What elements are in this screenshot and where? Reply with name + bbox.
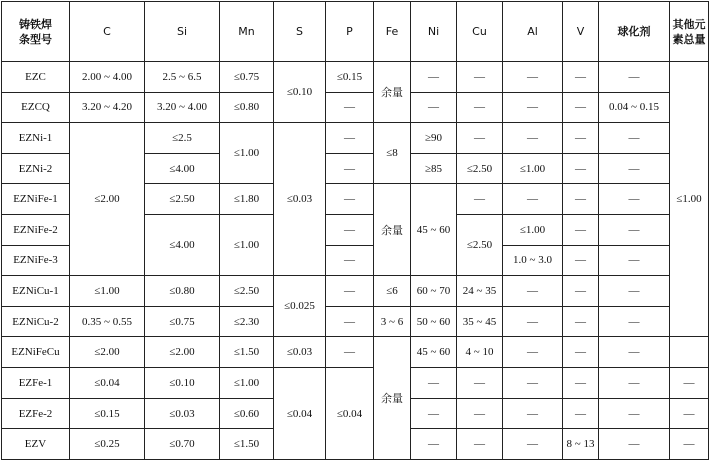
- type-cell: EZFe-1: [2, 368, 70, 399]
- cell-c: ≤2.00: [70, 337, 145, 368]
- header-al: Al: [503, 2, 563, 62]
- type-cell: EZV: [2, 429, 70, 460]
- header-si: Si: [145, 2, 220, 62]
- cell-mn: ≤2.30: [220, 306, 274, 337]
- cell-c: 0.35 ~ 0.55: [70, 306, 145, 337]
- cell-other: [670, 337, 709, 368]
- cell-fe: 余量: [374, 184, 411, 276]
- cell-p: —: [326, 245, 374, 276]
- cell-p: —: [326, 123, 374, 154]
- cell-nodulizer: —: [599, 306, 670, 337]
- header-v: V: [563, 2, 599, 62]
- table-row: [2, 276, 709, 307]
- type-cell: EZNiCu-1: [2, 276, 70, 307]
- cell-v: —: [563, 306, 599, 337]
- cell-c: ≤0.25: [70, 429, 145, 460]
- cell-mn: ≤1.50: [220, 429, 274, 460]
- cell-other: —: [670, 398, 709, 429]
- cell-s: ≤0.03: [274, 337, 326, 368]
- cell-si: ≤0.03: [145, 398, 220, 429]
- cell-nodulizer: —: [599, 215, 670, 246]
- cell-mn: ≤0.75: [220, 62, 274, 93]
- header-ni: Ni: [411, 2, 457, 62]
- cell-nodulizer: —: [599, 429, 670, 460]
- cell-v: —: [563, 62, 599, 93]
- cell-nodulizer: —: [599, 398, 670, 429]
- cell-si: 2.5 ~ 6.5: [145, 62, 220, 93]
- cell-ni: ≥85: [411, 153, 457, 184]
- table-row: [2, 62, 709, 93]
- cell-nodulizer: —: [599, 153, 670, 184]
- cell-nodulizer: —: [599, 123, 670, 154]
- cell-ni: 45 ~ 60: [411, 337, 457, 368]
- cell-fe: 余量: [374, 62, 411, 123]
- cell-p: —: [326, 92, 374, 123]
- cell-v: —: [563, 276, 599, 307]
- header-row: [2, 2, 709, 62]
- header-other: 其他元 素总量: [670, 2, 709, 62]
- cell-s: ≤0.025: [274, 276, 326, 337]
- cell-mn: ≤1.00: [220, 368, 274, 399]
- cell-ni: —: [411, 368, 457, 399]
- type-cell: EZNiFe-3: [2, 245, 70, 276]
- cell-mn: ≤1.50: [220, 337, 274, 368]
- cell-mn: ≤1.00: [220, 215, 274, 276]
- header-fe: Fe: [374, 2, 411, 62]
- composition-table: [1, 1, 709, 460]
- cell-v: —: [563, 337, 599, 368]
- cell-fe: ≤6: [374, 276, 411, 307]
- type-cell: EZCQ: [2, 92, 70, 123]
- cell-ni: —: [411, 92, 457, 123]
- cell-si: ≤2.00: [145, 337, 220, 368]
- table-row: [2, 123, 709, 154]
- cell-v: —: [563, 153, 599, 184]
- cell-cu: —: [457, 184, 503, 215]
- cell-al: —: [503, 429, 563, 460]
- cell-si: ≤4.00: [145, 153, 220, 184]
- cell-p: ≤0.04: [326, 368, 374, 460]
- type-cell: EZNiFe-1: [2, 184, 70, 215]
- cell-v: —: [563, 245, 599, 276]
- cell-c: 3.20 ~ 4.20: [70, 92, 145, 123]
- cell-cu: ≤2.50: [457, 153, 503, 184]
- cell-ni: —: [411, 429, 457, 460]
- cell-cu: 4 ~ 10: [457, 337, 503, 368]
- cell-si: ≤2.50: [145, 184, 220, 215]
- cell-mn: ≤0.60: [220, 398, 274, 429]
- cell-cu: —: [457, 123, 503, 154]
- cell-ni: 45 ~ 60: [411, 184, 457, 276]
- cell-other: —: [670, 429, 709, 460]
- cell-v: —: [563, 184, 599, 215]
- type-cell: EZNiFe-2: [2, 215, 70, 246]
- cell-nodulizer: —: [599, 245, 670, 276]
- cell-mn: ≤1.80: [220, 184, 274, 215]
- cell-p: ≤0.15: [326, 62, 374, 93]
- cell-cu: —: [457, 92, 503, 123]
- cell-nodulizer: —: [599, 62, 670, 93]
- header-s: S: [274, 2, 326, 62]
- cell-si: ≤0.75: [145, 306, 220, 337]
- cell-si: ≤0.80: [145, 276, 220, 307]
- cell-cu: 35 ~ 45: [457, 306, 503, 337]
- cell-cu: ≤2.50: [457, 215, 503, 276]
- type-cell: EZNi-1: [2, 123, 70, 154]
- cell-p: —: [326, 337, 374, 368]
- cell-p: —: [326, 184, 374, 215]
- cell-cu: —: [457, 368, 503, 399]
- cell-c: ≤0.04: [70, 368, 145, 399]
- cell-other: —: [670, 368, 709, 399]
- cell-al: —: [503, 276, 563, 307]
- cell-ni: 50 ~ 60: [411, 306, 457, 337]
- cell-nodulizer: 0.04 ~ 0.15: [599, 92, 670, 123]
- cell-al: ≤1.00: [503, 153, 563, 184]
- cell-nodulizer: —: [599, 368, 670, 399]
- cell-al: 1.0 ~ 3.0: [503, 245, 563, 276]
- cell-si: ≤4.00: [145, 215, 220, 276]
- cell-s: ≤0.04: [274, 368, 326, 460]
- table-row: [2, 306, 709, 337]
- cell-ni: —: [411, 398, 457, 429]
- cell-s: ≤0.10: [274, 62, 326, 123]
- cell-ni: ≥90: [411, 123, 457, 154]
- cell-si: ≤0.10: [145, 368, 220, 399]
- header-type: 铸铁焊 条型号: [2, 2, 70, 62]
- cell-si: ≤2.5: [145, 123, 220, 154]
- cell-cu: 24 ~ 35: [457, 276, 503, 307]
- cell-cu: —: [457, 398, 503, 429]
- type-cell: EZNiCu-2: [2, 306, 70, 337]
- cell-fe: 余量: [374, 337, 411, 460]
- cell-ni: —: [411, 62, 457, 93]
- cell-al: —: [503, 306, 563, 337]
- cell-al: —: [503, 398, 563, 429]
- cell-al: —: [503, 123, 563, 154]
- header-mn: Mn: [220, 2, 274, 62]
- type-cell: EZNiFeCu: [2, 337, 70, 368]
- cell-s: ≤0.03: [274, 123, 326, 276]
- type-cell: EZFe-2: [2, 398, 70, 429]
- cell-si: 3.20 ~ 4.00: [145, 92, 220, 123]
- cell-cu: —: [457, 429, 503, 460]
- cell-nodulizer: —: [599, 337, 670, 368]
- cell-al: ≤1.00: [503, 215, 563, 246]
- cell-mn: ≤0.80: [220, 92, 274, 123]
- header-cu: Cu: [457, 2, 503, 62]
- cell-si: ≤0.70: [145, 429, 220, 460]
- cell-nodulizer: —: [599, 276, 670, 307]
- cell-nodulizer: —: [599, 184, 670, 215]
- cell-v: 8 ~ 13: [563, 429, 599, 460]
- cell-v: —: [563, 368, 599, 399]
- header-p: P: [326, 2, 374, 62]
- cell-p: —: [326, 215, 374, 246]
- cell-p: —: [326, 153, 374, 184]
- cell-c: ≤0.15: [70, 398, 145, 429]
- cell-other: ≤1.00: [670, 62, 709, 337]
- table-row: [2, 337, 709, 368]
- cell-fe: ≤8: [374, 123, 411, 184]
- cell-c: ≤2.00: [70, 123, 145, 276]
- cell-c: 2.00 ~ 4.00: [70, 62, 145, 93]
- cell-v: —: [563, 398, 599, 429]
- header-nodulizer: 球化剂: [599, 2, 670, 62]
- cell-c: ≤1.00: [70, 276, 145, 307]
- cell-al: —: [503, 62, 563, 93]
- cell-al: —: [503, 368, 563, 399]
- cell-v: —: [563, 92, 599, 123]
- cell-v: —: [563, 123, 599, 154]
- type-cell: EZC: [2, 62, 70, 93]
- type-cell: EZNi-2: [2, 153, 70, 184]
- cell-p: —: [326, 306, 374, 337]
- cell-al: —: [503, 92, 563, 123]
- header-c: C: [70, 2, 145, 62]
- cell-fe: 3 ~ 6: [374, 306, 411, 337]
- cell-v: —: [563, 215, 599, 246]
- cell-ni: 60 ~ 70: [411, 276, 457, 307]
- table-row: [2, 92, 709, 123]
- cell-mn: ≤1.00: [220, 123, 274, 184]
- cell-al: —: [503, 337, 563, 368]
- cell-mn: ≤2.50: [220, 276, 274, 307]
- cell-cu: —: [457, 62, 503, 93]
- cell-al: —: [503, 184, 563, 215]
- table-row: [2, 368, 709, 399]
- cell-p: —: [326, 276, 374, 307]
